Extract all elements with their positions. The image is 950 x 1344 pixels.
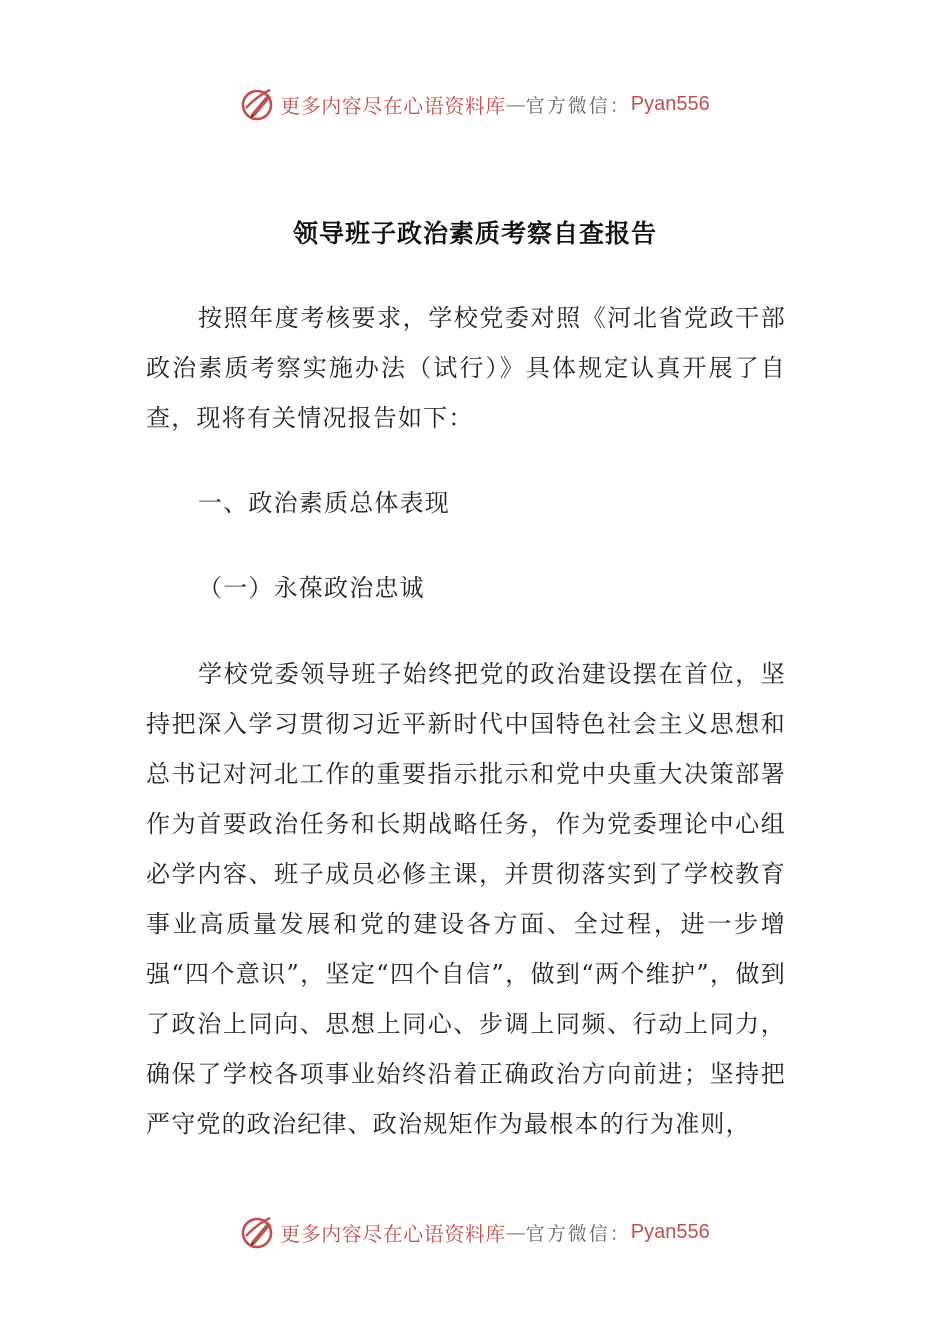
watermark-wechat-id: Pyan556	[630, 1220, 710, 1243]
document-title: 领导班子政治素质考察自查报告	[292, 219, 657, 248]
watermark-wechat-id: Pyan556	[630, 92, 710, 115]
watermark-text: 更多内容尽在心语资料库	[280, 93, 506, 118]
subsection-heading: （一）永葆政治忠诚	[198, 574, 425, 602]
pen-circle-logo-icon	[240, 86, 276, 122]
watermark-footer	[0, 1210, 950, 1254]
body-paragraph: 学校党委领导班子始终把党的政治建设摆在首位，坚持把深入学习贯彻习近平新时代中国特色社会主义思想和总书记对河北工作的重要指示批示和党中央重大决策部署作为首要政治任务和长期战略任务，作为党委理论中心组必学内容、班子成员必修主课，并贯彻落实到了学校教育事业高质量发展和党的建设各方面、全过程，进一步增强“四个意识”，坚定“四个自信”，做到“两个维护”，做到了政治上同向、思想上同心、步调上同频、行动上同力，确保了学校各项事业始终沿着正确政治方向前进；坚持把严守党的政治纪律、政治规矩作为最根本的行为准则，	[146, 660, 786, 1138]
watermark-wechat-label: 官方微信：	[525, 94, 631, 117]
watermark-separator: —	[505, 92, 526, 116]
intro-paragraph: 按照年度考核要求，学校党委对照《河北省党政干部政治素质考察实施办法（试行）》具体规定认真开展了自查，现将有关情况报告如下：	[146, 304, 786, 432]
pen-circle-logo-icon	[240, 1214, 276, 1250]
section-heading: 一、政治素质总体表现	[198, 489, 450, 517]
watermark-separator: —	[505, 1220, 526, 1244]
watermark-text: 更多内容尽在心语资料库	[280, 1221, 506, 1246]
watermark-wechat-label: 官方微信：	[525, 1222, 631, 1245]
watermark-header	[0, 82, 950, 126]
